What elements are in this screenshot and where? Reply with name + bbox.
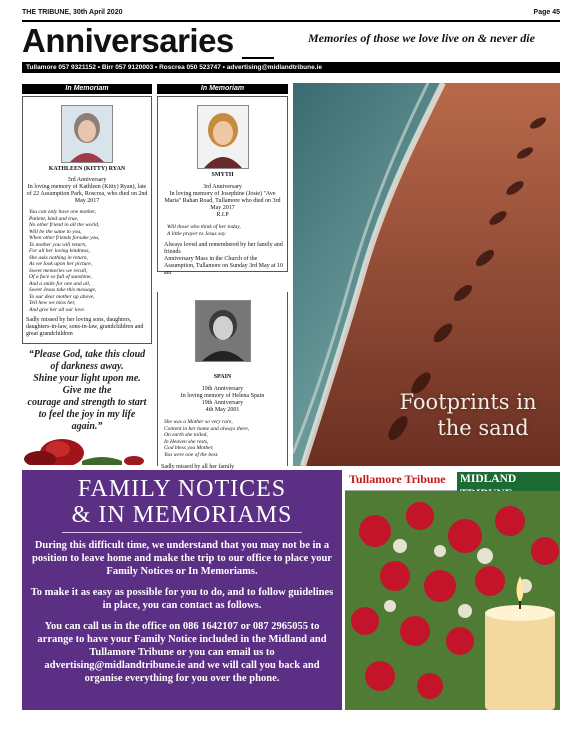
notice-paragraph-2: To make it as easy as possible for you to do, and to follow guidelines in place, you can contact as follows. xyxy=(30,587,334,611)
anniversary-label: 19th Anniversary xyxy=(201,386,244,392)
footprints-image xyxy=(293,83,560,466)
sign-off: Sadly missed by all her family xyxy=(161,464,235,470)
quote-line: again.” xyxy=(71,421,103,432)
quote-line: of darkness away. xyxy=(50,361,124,372)
remembrance-text: Always loved and remembered by her family and friends xyxy=(164,242,283,255)
quote-line: to feel the joy in my life xyxy=(38,409,136,420)
portrait-photo xyxy=(195,300,251,362)
death-date: 4th May 2001 xyxy=(205,407,240,413)
caption-line: Footprints in xyxy=(399,390,537,414)
poem-line: Will those who think of her today, xyxy=(167,224,241,230)
poem-line: You were one of the best. xyxy=(164,451,219,458)
poem-line: To our dear mother up above, xyxy=(29,293,95,300)
memorial-poem xyxy=(26,209,148,313)
memorial-text: In loving memory of Helena Spain xyxy=(180,393,265,399)
poem-line: Tell hew we miss her, xyxy=(29,300,76,306)
memorial-poem xyxy=(161,419,284,458)
quote-line: Shine your light upon me. xyxy=(33,373,141,384)
notice-spain xyxy=(157,292,288,470)
rip-label: R.I.P xyxy=(216,212,229,218)
deceased-name: SMYTH xyxy=(211,172,234,178)
quote-line: courage and strength to start xyxy=(27,397,147,408)
poem-line: For all her loving kindness, xyxy=(29,248,90,254)
poem-line: A little prayer to Jesus say xyxy=(167,230,226,237)
section-title: Anniversaries xyxy=(22,22,234,59)
family-notices-box xyxy=(22,470,342,710)
anniversary-label: 3rd Anniversary xyxy=(203,184,242,190)
memorial-poem xyxy=(161,224,284,237)
section-tagline: Memories of those we love live on & never die xyxy=(308,31,535,45)
page-number: Page 45 xyxy=(533,9,560,16)
memorial-text: In loving memory of Josephine (Josie) "Ave Maria" Rahan Road, Tullamore who died on 3rd May 2017 xyxy=(164,191,281,211)
notice-smyth xyxy=(157,96,288,276)
brand-bar xyxy=(345,470,560,491)
poem-line: In Heaven she rests, xyxy=(164,438,209,445)
poem-line: As we look upon her picture, xyxy=(29,261,93,267)
poem-line: Content in her home and always there, xyxy=(164,425,250,432)
poem-line: Of a face so full of sunshine, xyxy=(29,274,92,280)
poem-line: No other friend in all the world, xyxy=(29,222,100,228)
portrait-photo xyxy=(61,105,113,163)
quote-line: “Please God, take this cloud xyxy=(28,349,146,360)
caption-line: the sand xyxy=(437,416,529,440)
flowers-candle-image xyxy=(345,491,560,710)
portrait-image xyxy=(198,106,248,168)
portrait-image xyxy=(62,106,112,162)
portrait-photo xyxy=(197,105,249,169)
anniversary-label: 3rd Anniversary xyxy=(67,177,107,183)
family-notices-heading: FAMILY NOTICES xyxy=(77,476,287,502)
tullamore-tribune-logo: Tullamore Tribune xyxy=(349,472,446,486)
column-header-right: In Memoriam xyxy=(157,84,288,94)
tribune-flowers-ad xyxy=(345,470,560,710)
poem-line: Patient, kind and true, xyxy=(29,215,79,222)
poem-line: And give her all our love. xyxy=(29,306,86,313)
column-header-left: In Memoriam xyxy=(22,84,152,94)
beach-caption xyxy=(388,389,548,441)
issue-date: THE TRIBUNE, 30th April 2020 xyxy=(22,9,123,16)
poem-line: And a smile for one and all, xyxy=(29,280,91,287)
quote-line: Give me the xyxy=(62,385,112,396)
notice-ryan xyxy=(22,96,152,344)
quote-box xyxy=(22,345,152,465)
poem-line: Sweet memories we recall, xyxy=(29,267,88,274)
poem-line: She was a Mother so very rare, xyxy=(164,419,233,425)
poem-line: Will be the same to you, xyxy=(29,228,82,235)
notice-paragraph-1: During this difficult time, we understand that you may not be in a position to leave home and make the trip to our office to place your Family Notices or In Memoriams. xyxy=(32,540,332,577)
notice-paragraph-3: You can call us in the office on 086 1642107 or 087 2965055 to arrange to have your Family Notice included in the Midland and Tullamore Tribune or you can email us to advertising@midlandtribune.ie and we will call you back and organise everything for you over the phone. xyxy=(37,621,327,684)
quote-text xyxy=(22,349,152,433)
deceased-name: SPAIN xyxy=(213,374,232,380)
poem-line: Sweet Jesus take this message, xyxy=(29,287,97,293)
memorial-text: In loving memory of Kathleen (Kitty) Ryan), late of 22 Assumption Park, Roscrea, who died on 2nd May 2017 xyxy=(26,184,148,204)
in-memoriams-heading: & IN MEMORIAMS xyxy=(71,502,293,528)
poem-line: To mother you will return, xyxy=(29,241,87,248)
mass-details: Anniversary Mass in the Church of the Assumption, Tullamore on Sunday 3rd May at 10 am xyxy=(164,256,284,276)
poem-line: God bless you Mother, xyxy=(164,445,214,451)
midland-tribune-logo: MIDLAND xyxy=(457,472,560,502)
masthead xyxy=(22,20,560,70)
poem-line: You can only have one mother, xyxy=(29,209,97,215)
deceased-name: KATHLEEN (KITTY) RYAN xyxy=(48,166,126,172)
sign-off: Sadly missed by her loving sons, daughters, daughters-in-law, sons-in-law, grandchildren and great grandchildren xyxy=(26,317,144,337)
title-underline xyxy=(242,57,274,59)
poem-line: On earth she toiled, xyxy=(164,432,208,438)
poem-line: When other friends forsake you, xyxy=(29,235,100,241)
anniversary-label-2: 19th Anniversary xyxy=(201,400,244,406)
portrait-image xyxy=(196,301,250,361)
roses-image xyxy=(22,433,152,465)
contact-bar: Tullamore 057 9321152 • Birr 057 9120003 • Roscrea 050 523747 • advertising@midlandtribune.ie xyxy=(22,62,560,73)
poem-line: She asks nothing in return, xyxy=(29,254,88,261)
top-line xyxy=(22,9,560,19)
